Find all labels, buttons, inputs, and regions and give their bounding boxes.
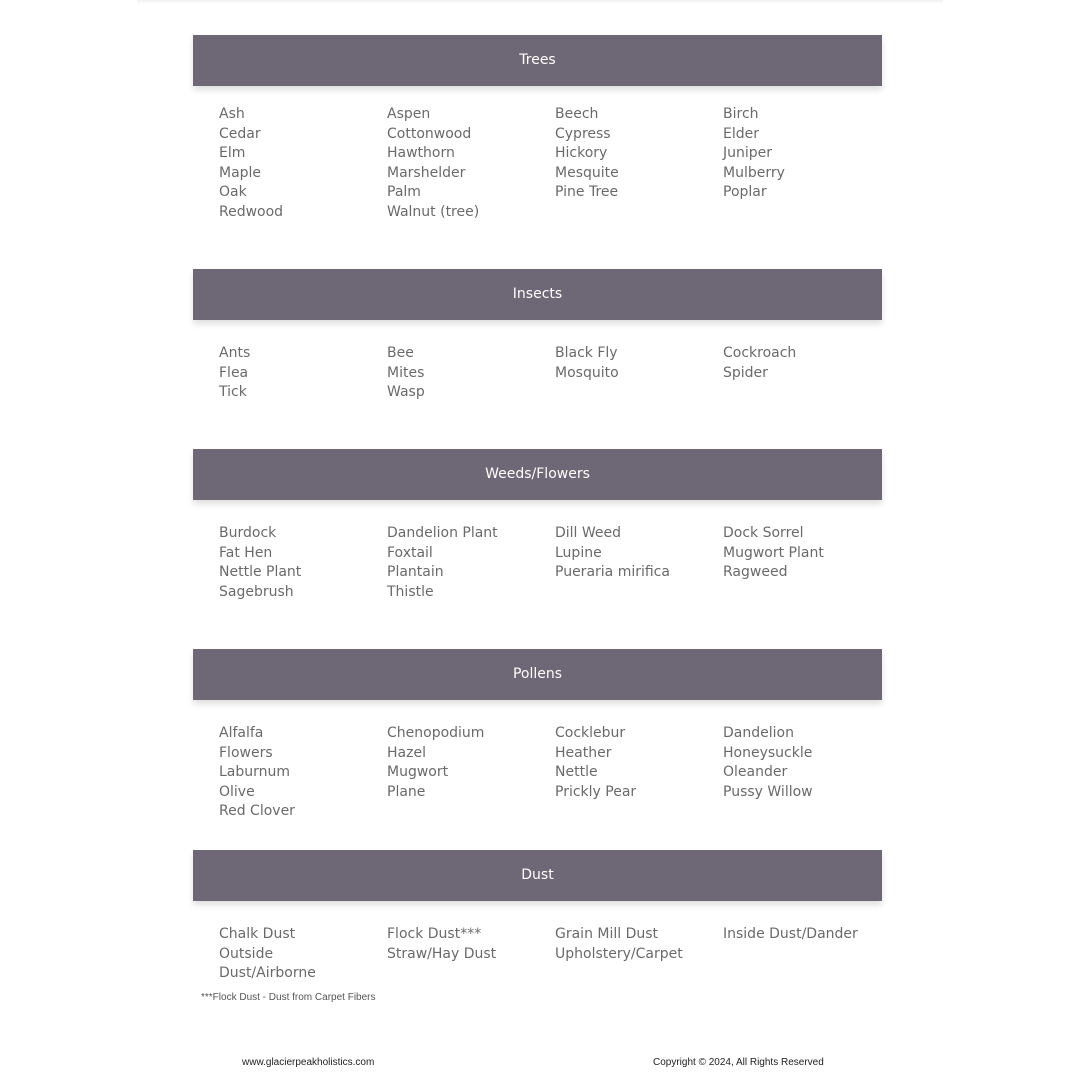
footer-website: www.glacierpeakholistics.com xyxy=(242,1057,375,1068)
list-item: Nettle xyxy=(555,764,598,781)
list-item: Dandelion Plant xyxy=(387,525,498,541)
list-item: Flock Dust*** xyxy=(387,926,482,942)
list-item: Mesquite xyxy=(555,164,619,181)
list-item: Walnut (tree) xyxy=(387,203,480,220)
list-item: Oak xyxy=(219,184,247,201)
list-item: Lupine xyxy=(555,544,602,561)
dust-list xyxy=(219,925,899,984)
list-item: Spider xyxy=(723,364,768,381)
list-item: Cocklebur xyxy=(555,725,626,741)
section-header-weeds-flowers: Weeds/Flowers xyxy=(193,449,882,500)
list-item: Mulberry xyxy=(723,164,785,181)
list-item: Flea xyxy=(219,364,249,381)
list-item: Ants xyxy=(219,345,251,361)
list-item: Cockroach xyxy=(723,345,797,361)
list-item: Tick xyxy=(219,384,247,401)
list-item: Elm xyxy=(219,145,246,162)
list-item: Dill Weed xyxy=(555,525,622,541)
list-item: Honeysuckle xyxy=(723,744,813,761)
list-item: Chenopodium xyxy=(387,725,485,741)
section-header-dust: Dust xyxy=(193,850,882,901)
list-item: Pussy Willow xyxy=(723,783,813,800)
list-item: Elder xyxy=(723,125,759,142)
section-header-trees: Trees xyxy=(193,35,882,86)
list-item: Pueraria mirifica xyxy=(555,564,670,581)
list-item: Maple xyxy=(219,164,262,181)
weeds-flowers-list xyxy=(219,524,899,602)
list-item: Cottonwood xyxy=(387,125,472,142)
list-item: Chalk Dust xyxy=(219,926,296,942)
insects-list xyxy=(219,344,899,403)
list-item: Olive xyxy=(219,783,255,800)
footer-copyright: Copyright © 2024, All Rights Reserved xyxy=(653,1057,824,1068)
list-item: Hawthorn xyxy=(387,145,455,162)
list-item: Poplar xyxy=(723,184,767,201)
list-item: Hazel xyxy=(387,744,426,761)
footnote: ***Flock Dust - Dust from Carpet Fibers xyxy=(201,992,376,1003)
list-item: Dock Sorrel xyxy=(723,525,804,541)
list-item: Upholstery/Carpet xyxy=(555,945,683,962)
page-top-edge xyxy=(137,0,943,4)
list-item: Flowers xyxy=(219,744,273,761)
list-item: Foxtail xyxy=(387,544,433,561)
list-item: Mugwort xyxy=(387,764,449,781)
list-item: Mosquito xyxy=(555,364,619,381)
list-item: Laburnum xyxy=(219,764,291,781)
trees-list xyxy=(219,105,899,223)
section-header-pollens: Pollens xyxy=(193,649,882,700)
pollens-list xyxy=(219,724,899,822)
list-item: Hickory xyxy=(555,145,608,162)
list-item: Alfalfa xyxy=(219,725,264,741)
list-item: Red Clover xyxy=(219,803,295,820)
list-item: Burdock xyxy=(219,525,277,541)
list-item: Prickly Pear xyxy=(555,783,637,800)
list-item: Mites xyxy=(387,364,425,381)
list-item: Marshelder xyxy=(387,164,466,181)
list-item: Mugwort Plant xyxy=(723,544,824,561)
list-item: Nettle Plant xyxy=(219,564,302,581)
list-item: Ash xyxy=(219,106,245,122)
list-item: Straw/Hay Dust xyxy=(387,945,497,962)
list-item: Plantain xyxy=(387,564,444,581)
list-item: Wasp xyxy=(387,384,425,401)
list-item: Pine Tree xyxy=(555,184,619,201)
list-item: Palm xyxy=(387,184,421,201)
list-item: Cedar xyxy=(219,125,261,142)
section-header-insects: Insects xyxy=(193,269,882,320)
list-item: Dandelion xyxy=(723,725,794,741)
list-item: Redwood xyxy=(219,203,284,220)
list-item: Sagebrush xyxy=(219,583,294,600)
list-item: Heather xyxy=(555,744,612,761)
list-item: Grain Mill Dust xyxy=(555,926,659,942)
list-item: Birch xyxy=(723,106,759,122)
list-item: Bee xyxy=(387,345,414,361)
list-item: Juniper xyxy=(723,145,773,162)
list-item: Fat Hen xyxy=(219,544,273,561)
list-item: Aspen xyxy=(387,106,431,122)
list-item: Ragweed xyxy=(723,564,788,581)
list-item: Thistle xyxy=(387,583,434,600)
list-item: Inside Dust/Dander xyxy=(723,926,858,942)
list-item: Outside Dust/Airborne xyxy=(219,945,316,982)
list-item: Black Fly xyxy=(555,345,618,361)
list-item: Cypress xyxy=(555,125,611,142)
list-item: Oleander xyxy=(723,764,788,781)
list-item: Plane xyxy=(387,783,426,800)
list-item: Beech xyxy=(555,106,599,122)
